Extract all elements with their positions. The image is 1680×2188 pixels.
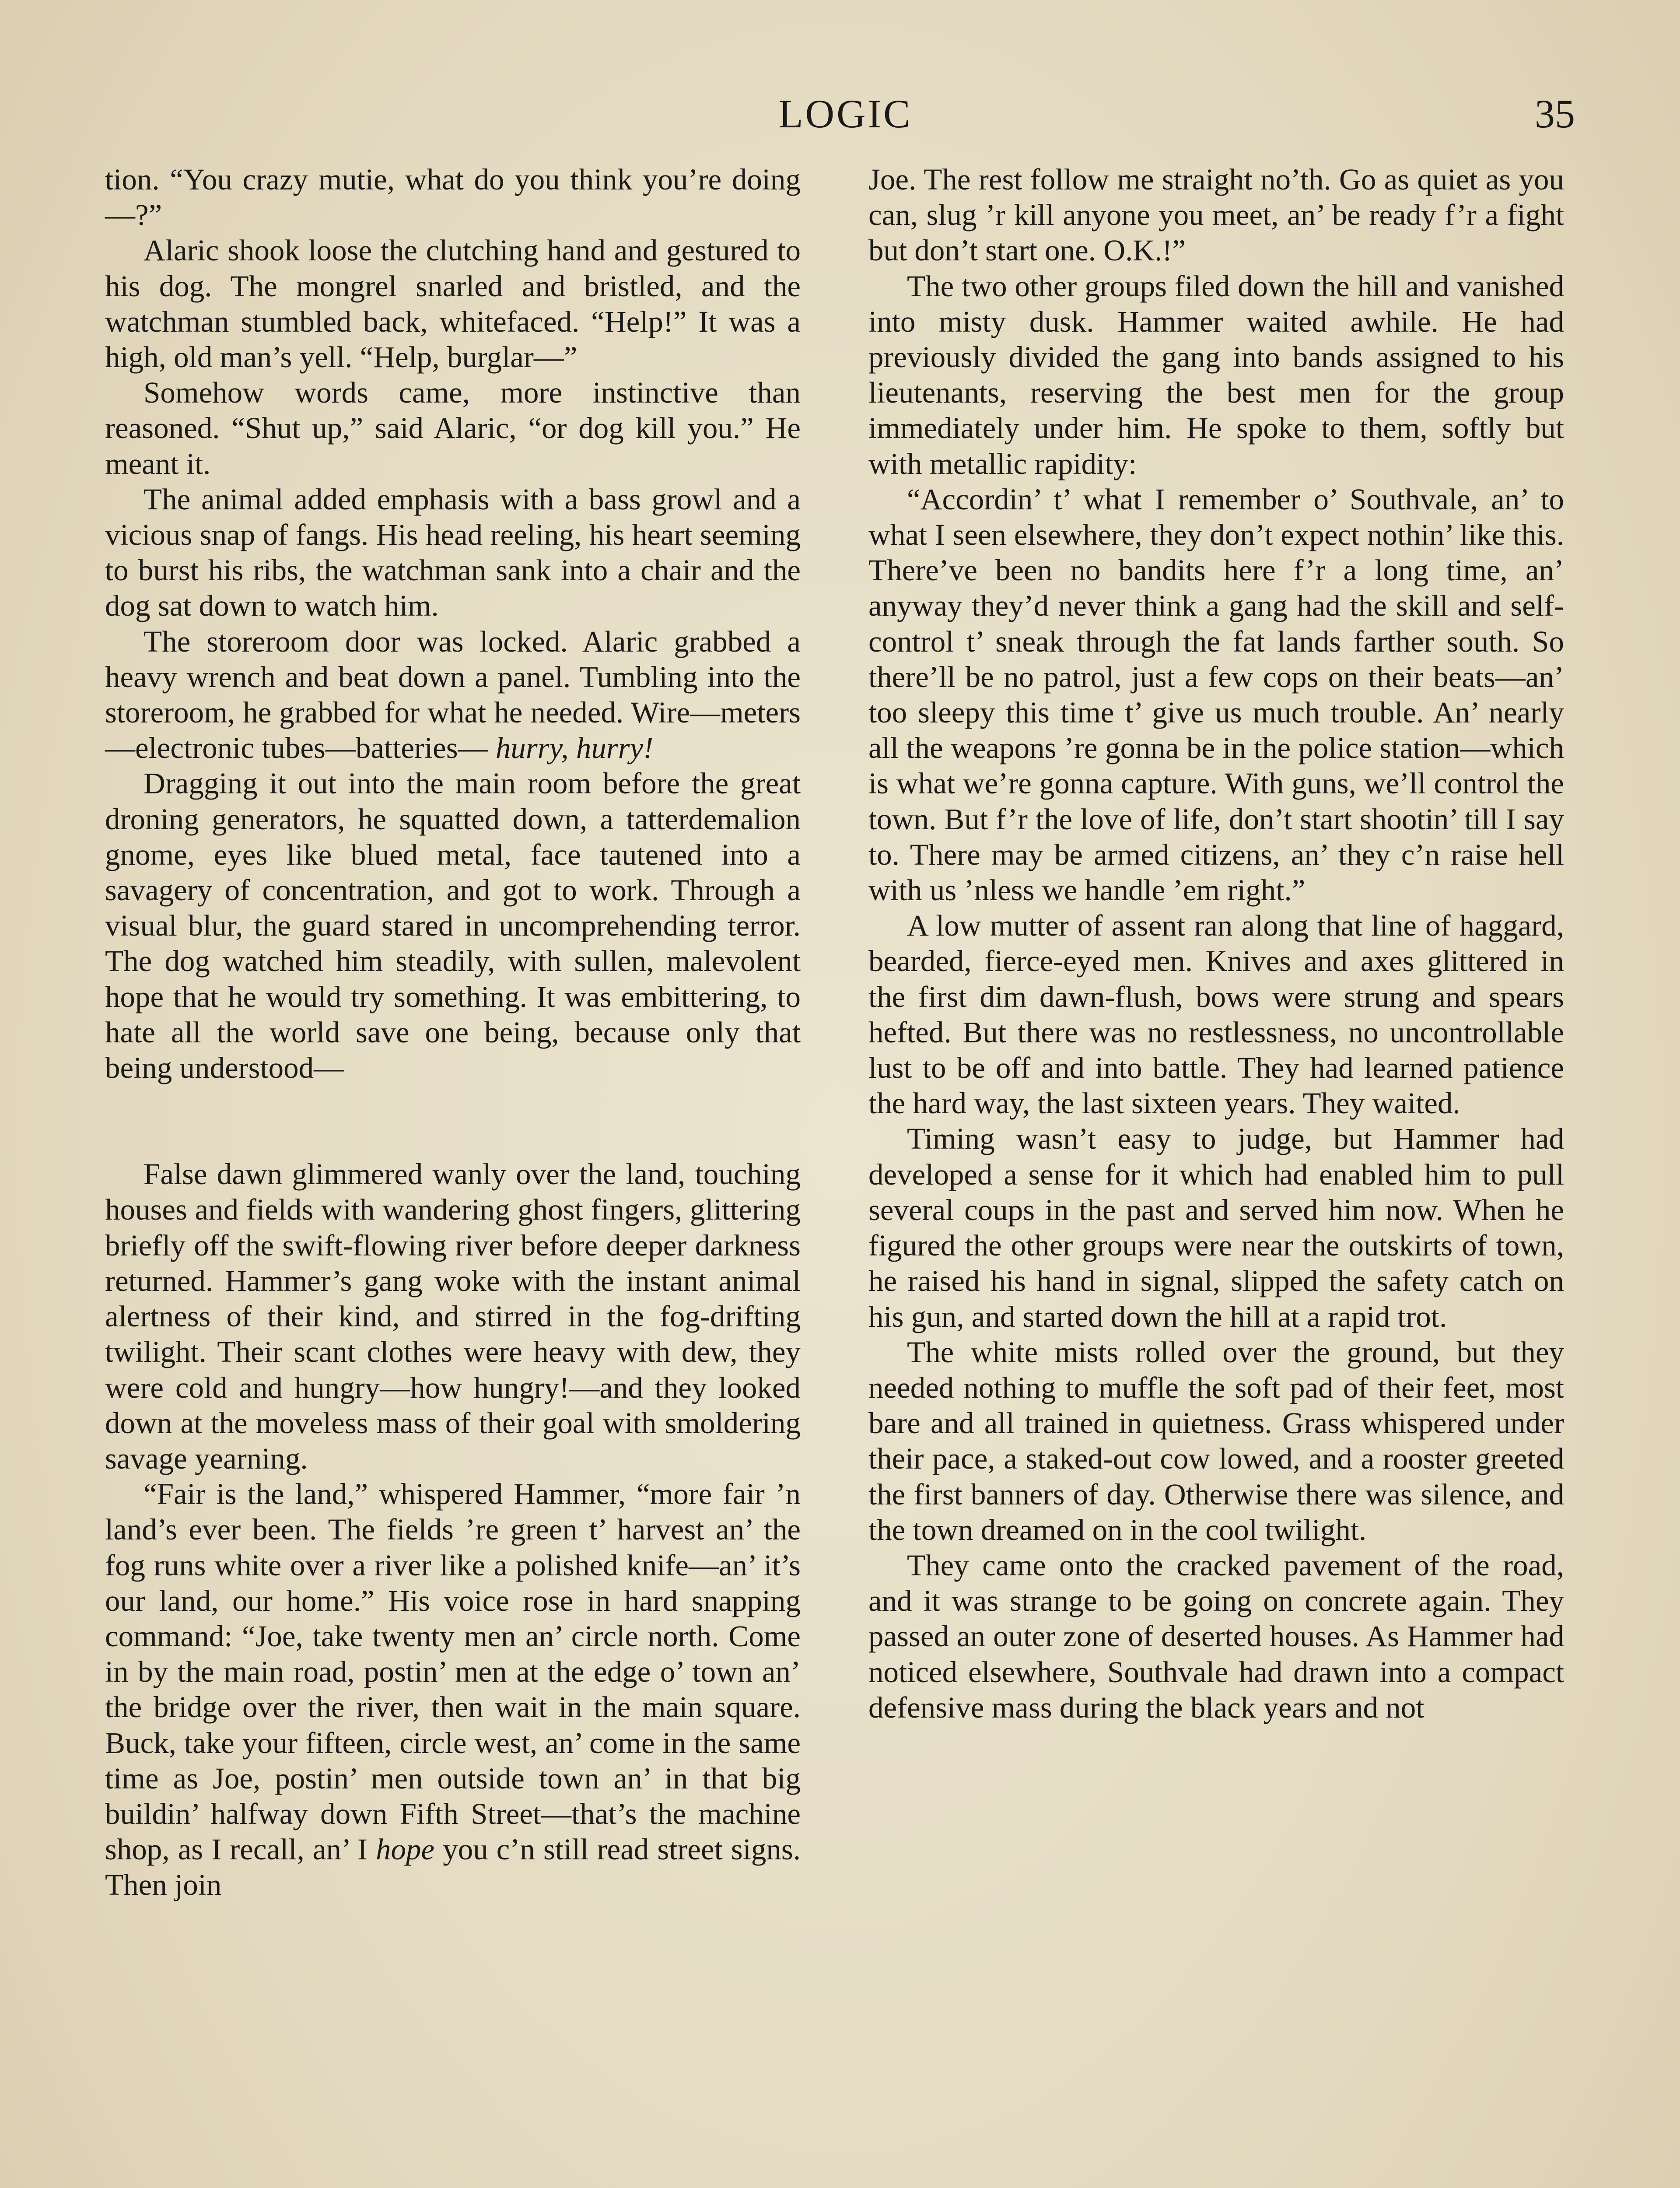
paragraph: A low mutter of assent ran along that line of haggard, bearded, fierce-eyed men. Knives and axes glittered in the first dim dawn-flush, bows were strung and spears hefted. But there was no restlessness, no uncontrollable lust to be off and into battle. They had learned patience the hard way, the last sixteen years. They waited.: [868, 909, 1564, 1120]
paragraph-text: The storeroom door was locked. Alaric grabbed a heavy wrench and beat down a panel. Tumbling into the storeroom, he grabbed for what he needed. Wire—meters—electronic tubes—batteries—: [105, 624, 801, 765]
running-head: LOGIC: [778, 91, 913, 136]
paragraph: Dragging it out into the main room before the great droning generators, he squatted down, a tatterdemalion gnome, eyes like blued metal, face tautened into a savagery of concentration, and got to work. Through a visual blur, the guard stared in uncomprehending terror. The dog watched him steadily, with sullen, malevolent hope that he would try something. It was embittering, to hate all the world save one being, because only that being understood—: [105, 767, 801, 1085]
paragraph: The white mists rolled over the ground, but they needed nothing to muffle the soft pad of their feet, most bare and all trained in quietness. Grass whispered under their pace, a staked-out cow lowed, and a rooster greeted the first banners of day. Otherwise there was silence, and the town dreamed on in the cool twilight.: [868, 1335, 1564, 1546]
left-column: [105, 162, 801, 1903]
paragraph: tion. “You crazy mutie, what do you think you’re doing—?”: [105, 163, 801, 232]
paragraph: [105, 624, 801, 766]
right-column: [868, 162, 1564, 1725]
paragraph: [105, 1476, 801, 1903]
page-number: 35: [1535, 91, 1575, 136]
paragraph: They came onto the cracked pavement of the road, and it was strange to be going on concrete again. They passed an outer zone of deserted houses. As Hammer had noticed elsewhere, Southvale had drawn into a compact defensive mass during the black years and not: [868, 1548, 1564, 1724]
paragraph-text: you c’n still read street signs. Then join: [105, 1833, 801, 1902]
italic-word: hope: [375, 1833, 435, 1866]
paragraph: Joe. The rest follow me straight no’th. Go as quiet as you can, slug ’r kill anyone you meet, an’ be ready f’r a fight but don’t start one. O.K.!”: [868, 163, 1564, 267]
paragraph: The two other groups filed down the hill and vanished into misty dusk. Hammer waited awhile. He had previously divided the gang into bands assigned to his lieutenants, reserving the best men for the group immediately under him. He spoke to them, softly but with metallic rapidity:: [868, 269, 1564, 480]
paragraph: Alaric shook loose the clutching hand and gestured to his dog. The mongrel snarled and bristled, and the watchman stumbled back, whitefaced. “Help!” It was a high, old man’s yell. “Help, burglar—”: [105, 234, 801, 374]
paragraph: Timing wasn’t easy to judge, but Hammer had developed a sense for it which had enabled him to pull several coups in the past and served him now. When he figured the other groups were near the outskirts of town, he raised his hand in signal, slipped the safety catch on his gun, and started down the hill at a rapid trot.: [868, 1122, 1564, 1333]
paragraph: The animal added emphasis with a bass growl and a vicious snap of fangs. His head reeling, his heart seeming to burst his ribs, the watchman sank into a chair and the dog sat down to watch him.: [105, 482, 801, 623]
paragraph: “Accordin’ t’ what I remember o’ Southvale, an’ to what I seen elsewhere, they don’t expect nothin’ like this. There’ve been no bandits here f’r a long time, an’ anyway they’d never think a gang had the skill and self-control t’ sneak through the fat lands farther south. So there’ll be no patrol, just a few cops on their beats—an’ too sleepy this time t’ give us much trouble. An’ nearly all the weapons ’re gonna be in the police station—which is what we’re gonna capture. With guns, we’ll control the town. But f’r the love of life, don’t start shootin’ till I say to. There may be armed citizens, an’ they c’n raise hell with us ’nless we handle ’em right.”: [868, 482, 1564, 907]
paragraph: False dawn glimmered wanly over the land, touching houses and fields with wandering ghost fingers, glittering briefly off the swift-flowing river before deeper darkness returned. Hammer’s gang woke with the instant animal alertness of their kind, and stirred in the fog-drifting twilight. Their scant clothes were heavy with dew, they were cold and hungry—how hungry!—and they looked down at the moveless mass of their goal with smoldering savage yearning.: [105, 1157, 801, 1475]
paragraph: Somehow words came, more instinctive than reasoned. “Shut up,” said Alaric, “or dog kill you.” He meant it.: [105, 376, 801, 480]
paragraph-text: “Fair is the land,” whispered Hammer, “more fair ’n land’s ever been. The fields ’re green t’ harvest an’ the fog runs white over a river like a polished knife—an’ it’s our land, our home.” His voice rose in hard snapping command: “Joe, take twenty men an’ circle north. Come in by the main road, postin’ men at the edge o’ town an’ the bridge over the river, then wait in the main square. Buck, take your fifteen, circle west, an’ come in the same time as Joe, postin’ men outside town an’ in that big buildin’ halfway down Fifth Street—that’s the machine shop, as I recall, an’ I: [105, 1477, 801, 1866]
italic-phrase: hurry, hurry!: [495, 731, 654, 765]
page-header: [116, 88, 1575, 140]
